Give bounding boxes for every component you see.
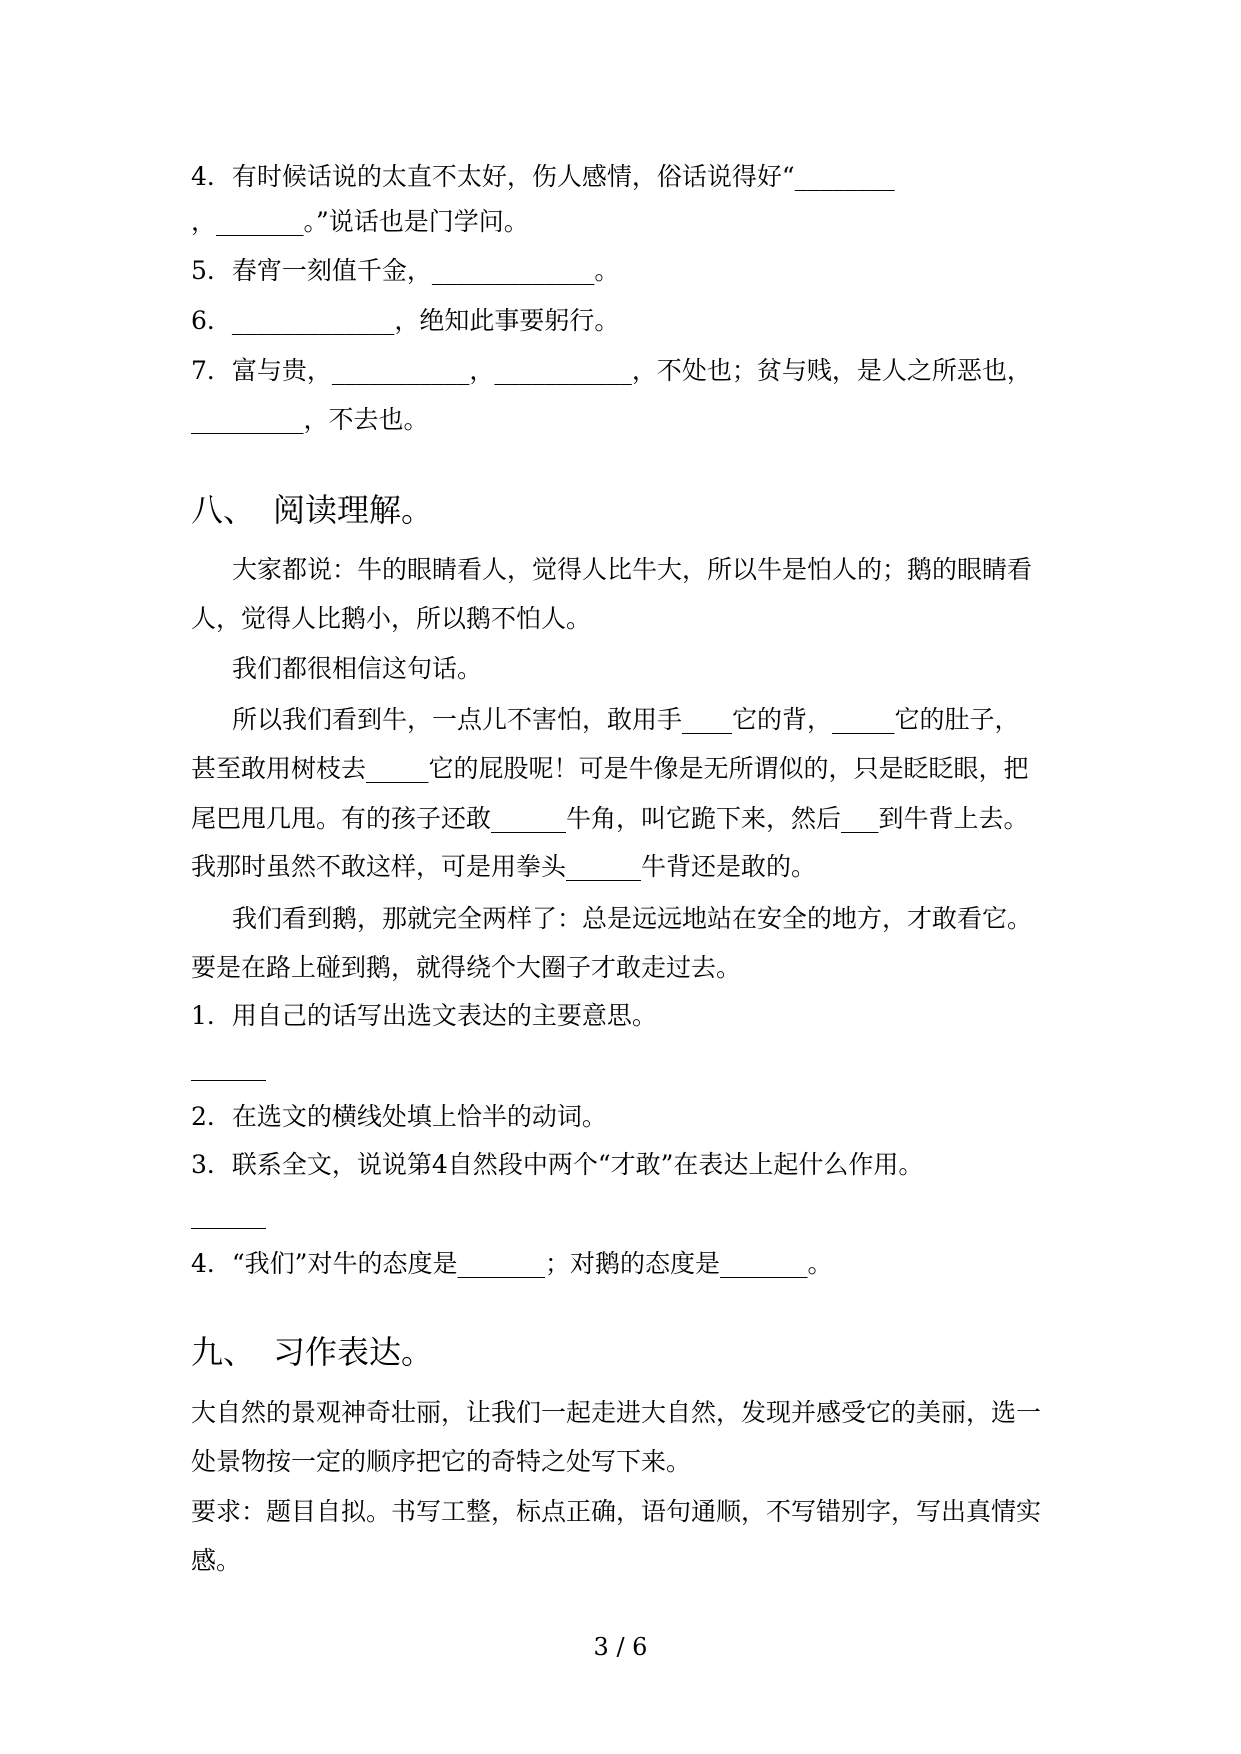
writing-requirements-line: 感。: [191, 1546, 242, 1575]
reading-question-1: 1．用自己的话写出选文表达的主要意思。: [191, 1001, 657, 1030]
question-7-line-2: _________，不去也。: [191, 405, 429, 434]
passage-line: 尾巴甩几甩。有的孩子还敢______牛角，叫它跪下来，然后___到牛背上去。: [191, 804, 1029, 833]
passage-line: 我们都很相信这句话。: [232, 654, 483, 683]
question-5: 5．春宵一刻值千金，_____________。: [191, 256, 620, 285]
passage-line: 大家都说：牛的眼睛看人，觉得人比牛大，所以牛是怕人的；鹅的眼睛看: [232, 555, 1033, 584]
answer-blank: ______: [191, 1200, 266, 1229]
section-9-heading: [191, 1332, 433, 1372]
passage-line: 我们看到鹅，那就完全两样了：总是远远地站在安全的地方，才敢看它。: [232, 904, 1033, 933]
reading-question-3: 3．联系全文，说说第4自然段中两个“才敢”在表达上起什么作用。: [191, 1150, 924, 1179]
section-8-number: 八、: [191, 491, 256, 529]
writing-prompt-line: 处景物按一定的顺序把它的奇特之处写下来。: [191, 1447, 692, 1476]
passage-line: 要是在路上碰到鹅，就得绕个大圈子才敢走过去。: [191, 953, 742, 982]
writing-requirements-line: 要求：题目自拟。书写工整，标点正确，语句通顺，不写错别字，写出真情实: [191, 1497, 1042, 1526]
reading-question-2: 2．在选文的横线处填上恰半的动词。: [191, 1102, 607, 1131]
section-9-number: 九、: [191, 1333, 256, 1371]
reading-question-4: 4．“我们”对牛的态度是_______；对鹅的态度是_______。: [191, 1249, 833, 1278]
section-9-title: 习作表达。: [273, 1333, 434, 1371]
writing-prompt-line: 大自然的景观神奇壮丽，让我们一起走进大自然，发现并感受它的美丽，选一: [191, 1398, 1042, 1427]
section-8-title: 阅读理解。: [273, 491, 434, 529]
question-6: 6．_____________，绝知此事要躬行。: [191, 306, 620, 335]
question-4-line-2: ，_______。”说话也是门学问。: [191, 207, 529, 236]
passage-line: 甚至敢用树枝去_____它的屁股呢！可是牛像是无所谓似的，只是眨眨眼，把: [191, 754, 1029, 783]
answer-blank: ______: [191, 1052, 266, 1081]
passage-line: 我那时虽然不敢这样，可是用拳头______牛背还是敢的。: [191, 852, 817, 881]
passage-line: 人，觉得人比鹅小，所以鹅不怕人。: [191, 604, 592, 633]
section-8-heading: [191, 490, 433, 530]
page-number: 3 / 6: [593, 1633, 648, 1661]
question-4-line-1: 4．有时候话说的太直不太好，伤人感情，俗话说得好“________: [191, 162, 895, 191]
passage-line: 所以我们看到牛，一点儿不害怕，敢用手____它的背，_____它的肚子，: [232, 705, 1020, 734]
question-7-line-1: 7．富与贵，___________，___________，不处也；贫与贱，是人之所恶也，: [191, 356, 1032, 385]
